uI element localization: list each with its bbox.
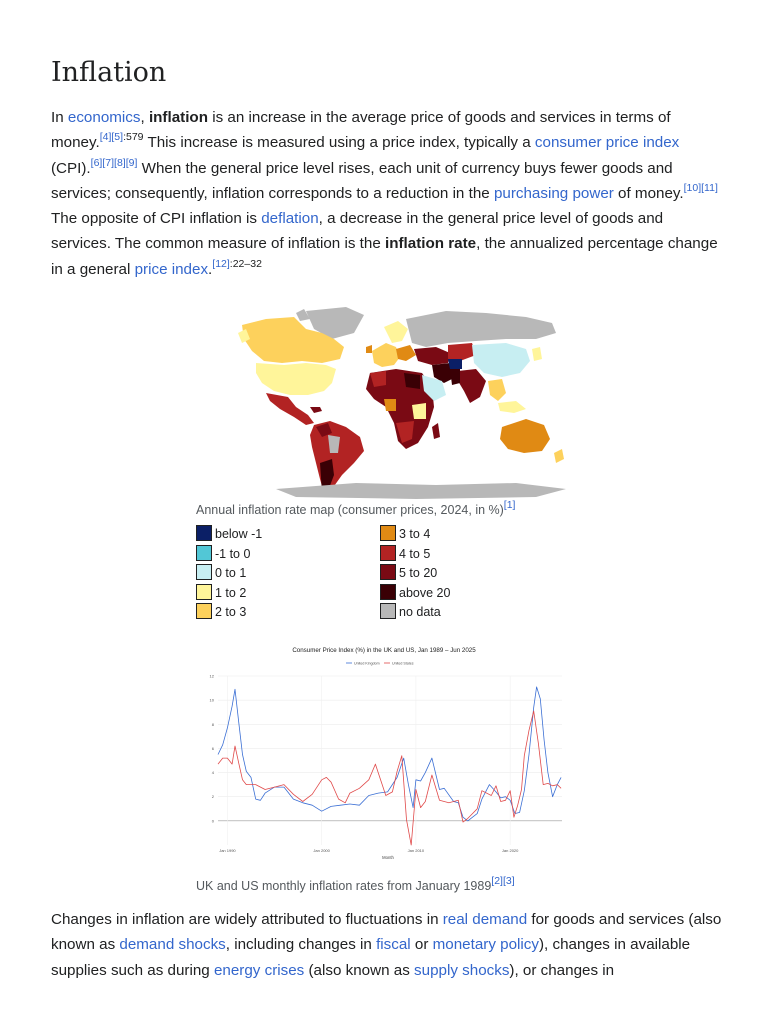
text-run: When the general price level rises, each unit of currency buys fewer goods and services; consequently, inflation corresponds to a reduction in the [51,159,673,202]
citation-3[interactable]: [3] [502,874,515,887]
citation-5[interactable]: [5] [111,131,124,144]
link-fiscal[interactable]: fiscal [376,936,411,954]
map-region-india [458,369,486,403]
link-energy-crises[interactable]: energy crises [213,961,305,979]
link-real-demand[interactable]: real demand [442,911,528,928]
legend-item [196,525,262,543]
legend-label: 1 to 2 [215,585,247,600]
map-region-brazil [310,421,364,493]
page-title: Inflation [51,57,167,88]
link-deflation[interactable]: deflation [261,210,319,228]
chart-title: Consumer Price Index (%) in the UK and US, Jan 1989 – Jun 2025 [292,647,476,654]
world-map-image [236,303,576,499]
text-run: ), or changes in [509,961,615,979]
citation-8[interactable]: [8] [114,156,126,169]
link-economics[interactable]: economics [67,109,141,126]
text-run: The opposite of CPI inflation is [51,210,262,228]
text-run: or [410,936,433,954]
map-region-uk [366,345,372,353]
x-tick-label: Jan 2020 [501,848,519,853]
legend-label: below -1 [215,527,263,541]
bold-term-inflation-rate: inflation rate [385,235,477,253]
y-tick-label: 10 [209,697,214,703]
legend-swatch [380,564,396,580]
legend-item [380,584,450,602]
text-run: for goods and services (also known as [51,911,722,954]
text-run: , [140,109,149,126]
map-caption [196,498,516,517]
text-run: . [208,260,213,278]
legend-label: 0 to 1 [215,566,247,580]
legend-swatch [380,584,396,600]
legend-item [380,545,430,563]
y-tick-label: 6 [211,745,214,751]
legend-swatch [196,545,212,561]
legend-item [380,525,430,543]
legend-swatch [196,603,212,619]
legend-label: no data [399,605,441,619]
text-run: ), changes in available supplies such as during [51,936,691,979]
bold-term-inflation: inflation [148,109,208,126]
map-region-egypt-sudan [404,373,420,389]
legend-label: United Kingdom [354,661,380,666]
citation-10[interactable]: [10] [683,181,702,194]
text-run: (also known as [304,961,415,979]
legend-item [380,564,437,582]
series-line-united-states [218,711,561,845]
chart-x-axis-label: Month [382,855,394,860]
x-tick-label: Jan 2010 [407,848,425,853]
map-region-indonesia [498,401,526,413]
map-region-pakistan [450,369,460,385]
series-line-united-kingdom [218,687,561,821]
legend-label: 4 to 5 [399,546,431,561]
legend-item [196,584,246,602]
link-supply-shocks[interactable]: supply shocks [414,961,510,979]
text-run: , the annualized percentage change in a general [51,235,718,278]
link-price-index[interactable]: price index [134,260,209,278]
legend-swatch [380,603,396,619]
chart-caption-text: UK and US monthly inflation rates from January 1989 [196,879,492,893]
citation-page: :579 [123,131,144,144]
legend-label: above 20 [399,585,451,600]
legend-swatch [380,545,396,561]
x-tick-label: Jan 2000 [313,848,330,853]
citation-6[interactable]: [6] [90,156,103,169]
map-region-russia [406,311,556,347]
legend-item [196,564,246,582]
inflation-world-map[interactable] [236,303,576,499]
map-region-europe-west [372,343,400,367]
map-region-kazakhstan [448,343,476,361]
map-region-antarctica [276,483,566,499]
map-region-west-africa [384,399,396,411]
legend-swatch [196,584,212,600]
citation-2[interactable]: [2] [491,874,503,887]
map-region-scandinavia [384,321,408,343]
x-tick-label: Jan 1990 [219,848,236,853]
text-run: , a decrease in the general price level of goods and services. The common measure of inflation is the [51,210,664,253]
map-region-caribbean [310,407,322,413]
map-region-new-zealand [554,449,564,463]
y-tick-label: 4 [211,770,214,776]
chart-x-ticks [219,848,519,853]
citation-group [91,157,138,169]
map-region-australia [500,419,550,453]
legend-swatch [196,525,212,541]
map-caption-text: Annual inflation rate map (consumer prices, 2024, in %) [196,503,504,517]
map-region-mexico [266,393,314,425]
citation-group [100,131,144,143]
cpi-chart-svg [196,630,571,875]
citation-1[interactable]: [1] [503,498,516,511]
legend-label: United States [392,661,414,666]
chart-legend [346,661,414,665]
text-run: Changes in inflation are widely attributed to fluctuations in [51,911,443,928]
citation-7[interactable]: [7] [102,156,115,169]
legend-item [196,603,246,621]
legend-item [196,545,250,563]
citation-group [684,182,718,194]
cpi-chart[interactable] [196,630,571,875]
map-region-usa [256,363,336,395]
citation-group [212,258,262,270]
y-tick-label: 2 [211,794,214,800]
legend-label: -1 to 0 [215,546,251,561]
legend-swatch [196,564,212,580]
map-region-japan [532,347,542,361]
text-run: , including changes in [225,936,377,954]
text-run: (CPI). [51,159,91,177]
chart-series-group [218,687,561,845]
link-purchasing-power[interactable]: purchasing power [493,184,614,202]
legend-swatch [380,525,396,541]
map-region-korea [520,355,526,361]
citation-9[interactable]: [9] [125,156,138,169]
map-legend [196,525,576,625]
legend-item [380,603,441,621]
citation-12[interactable]: [12] [212,257,230,270]
text-run: This increase is measured using a price index, typically a [143,134,535,152]
chart-caption [196,874,515,893]
map-region-east-africa [412,403,426,419]
legend-label: 5 to 20 [399,566,438,580]
link-monetary-policy[interactable]: monetary policy [432,936,539,954]
map-region-europe-east [396,345,416,361]
chart-gridlines [218,676,562,845]
legend-label: 2 to 3 [215,605,247,619]
y-tick-label: 0 [211,818,214,824]
map-region-southeast-asia [488,379,506,401]
citation-11[interactable]: [11] [701,181,718,194]
causes-paragraph [51,907,723,983]
link-demand-shocks[interactable]: demand shocks [119,936,226,954]
map-region-turkey-caucasus [414,347,450,365]
text-run: is an increase in the average price of goods and services in terms of money. [51,109,671,152]
citation-4[interactable]: [4] [99,131,112,144]
text-run: In [51,109,68,126]
chart-y-ticks [210,674,215,824]
y-tick-label: 12 [209,673,214,679]
map-region-central-asia-deflation [448,359,462,369]
citation-page: :22–32 [229,257,262,270]
y-tick-label: 8 [211,721,214,727]
text-run: of money. [613,184,684,202]
map-region-madagascar [432,423,440,439]
legend-label: 3 to 4 [399,527,431,541]
link-consumer-price-index[interactable]: consumer price index [534,134,680,152]
intro-paragraph [51,105,723,282]
map-region-bolivia [328,435,340,453]
